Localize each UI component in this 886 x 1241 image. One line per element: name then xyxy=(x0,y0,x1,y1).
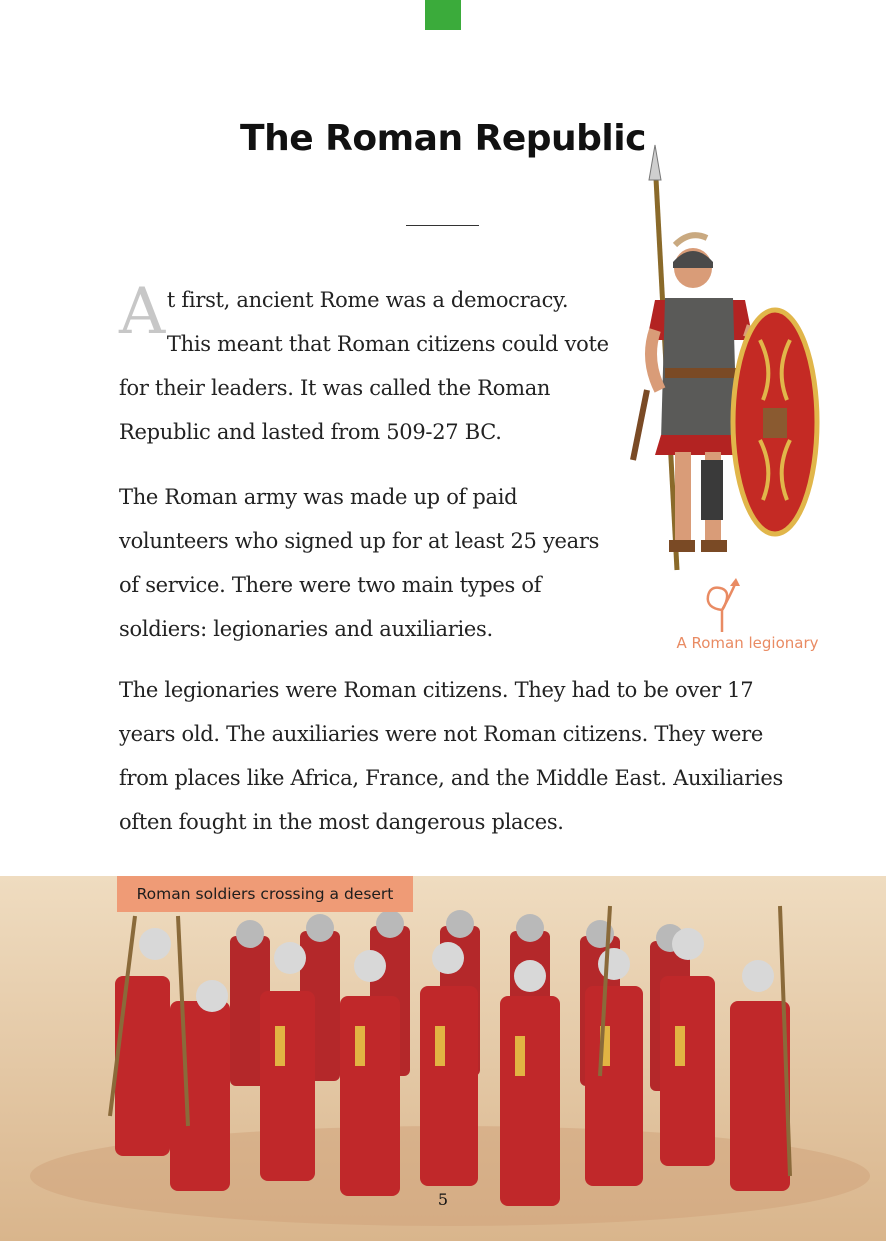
legionary-caption: A Roman legionary xyxy=(676,634,819,652)
paragraph-1-text: t first, ancient Rome was a democracy. This meant that Roman citizens could vote for their leaders. It was called the Roman Republic and lasted from 509-27 BC. xyxy=(119,288,609,444)
swirl-arrow-icon xyxy=(700,576,746,634)
page-number: 5 xyxy=(437,1190,449,1209)
top-green-tab xyxy=(425,0,461,30)
soldiers-desert-photo xyxy=(0,876,886,1241)
paragraph-2: The Roman army was made up of paid volunteers who signed up for at least 25 years of service. There were two main types of soldiers: legionaries and auxiliaries. xyxy=(119,485,600,641)
page-title: The Roman Republic xyxy=(240,118,646,159)
paragraph-3: The legionaries were Roman citizens. They had to be over 17 years old. The auxiliaries were not Roman citizens. They were from places like Africa, France, and the Middle East. Auxiliaries often fought in the most dangerous places. xyxy=(119,678,784,834)
photo-caption: Roman soldiers crossing a desert xyxy=(117,876,413,912)
roman-legionary-illustration xyxy=(615,140,825,580)
paragraph-1 xyxy=(119,275,609,454)
drop-cap: A xyxy=(119,275,165,349)
title-divider xyxy=(406,225,479,226)
